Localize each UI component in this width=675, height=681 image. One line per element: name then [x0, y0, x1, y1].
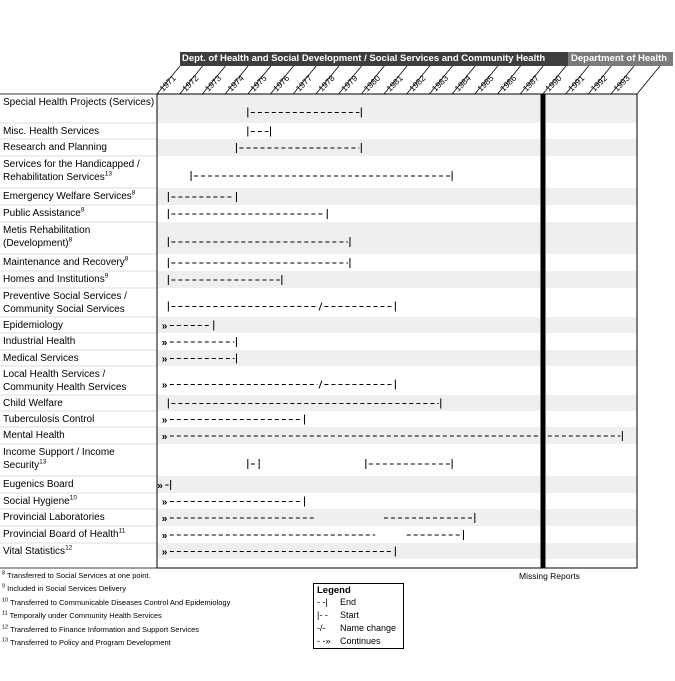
legend-text: Name change: [340, 623, 397, 633]
year-label: 1985: [475, 72, 496, 94]
year-label: 1981: [384, 72, 405, 94]
year-label: 1980: [361, 72, 383, 94]
missing-reports-label: Missing Reports: [519, 571, 580, 581]
year-label: 1992: [588, 72, 610, 94]
continues-marker: »: [161, 415, 168, 426]
row-label: Mental Health: [3, 429, 65, 441]
row-label: Medical Services: [3, 352, 79, 364]
legend-text: Start: [340, 610, 360, 620]
row-background: [158, 222, 637, 254]
continues-marker: »: [161, 513, 168, 525]
continues-marker: »: [161, 431, 168, 443]
row-label: Preventive Social Services / Community Social Services: [3, 291, 127, 315]
row-label: Tuberculosis Control: [3, 413, 95, 425]
row-label: Social Hygiene$^{10}$: [3, 494, 77, 507]
row-background: [158, 139, 637, 156]
year-label: 1983: [429, 72, 451, 94]
legend-symbol: - -»: [317, 636, 331, 646]
year-label: 1984: [452, 72, 473, 94]
footnote: $^{12}$ Transferred to Finance Information and Support Services: [2, 624, 200, 634]
continues-marker: »: [161, 380, 168, 391]
row-label: Income Support / Income Security$^{13}$: [3, 447, 115, 471]
legend-title: Legend: [317, 585, 351, 596]
row-label: Public Assistance$^8$: [3, 206, 85, 219]
row-label: Maintenance and Recovery$^8$: [3, 255, 129, 268]
row-label: Vital Statistics$^{12}$: [3, 544, 73, 557]
year-label: 1978: [316, 72, 337, 94]
continues-marker: »: [161, 547, 168, 558]
year-label: 1991: [565, 72, 587, 94]
row-label: Industrial Health: [3, 335, 76, 347]
row-label: Research and Planning: [3, 141, 107, 153]
continues-marker: »: [161, 337, 168, 349]
year-label: 1971: [157, 72, 178, 94]
row-label: Provincial Board of Health$^{11}$: [3, 527, 126, 540]
doh-header: Department of Health: [568, 52, 673, 66]
name-change-marker: [319, 303, 322, 311]
year-label: 1982: [407, 72, 428, 94]
name-change-marker: [319, 381, 322, 389]
row-label: Local Health Services / Community Health Services: [3, 369, 127, 393]
year-label: 1972: [180, 72, 201, 94]
year-label: 1990: [543, 72, 564, 94]
year-label: 1975: [248, 72, 269, 94]
dept-header: Dept. of Health and Social Development / Social Services and Community Health: [180, 52, 568, 66]
row-label: Provincial Laboratories: [3, 511, 105, 523]
row-label: Homes and Institutions$^9$: [3, 272, 109, 285]
continues-marker: »: [161, 530, 168, 542]
row-label: Child Welfare: [3, 397, 63, 409]
footnote: $^{10}$ Transferred to Communicable Diseases Control And Epidemiology: [2, 597, 231, 607]
year-label: 1986: [497, 72, 519, 94]
legend-symbol: |- -: [317, 610, 328, 620]
legend-text: End: [340, 597, 357, 607]
legend-symbol: -/-: [317, 623, 326, 633]
year-label: 1976: [270, 72, 292, 94]
continues-marker: »: [161, 354, 168, 365]
missing-reports-bar: [541, 94, 546, 568]
year-label: 1987: [520, 72, 541, 94]
continues-marker: »: [157, 480, 163, 492]
year-label: 1973: [202, 72, 224, 94]
footnote: $^8$ Transferred to Social Services at one point.: [2, 570, 151, 580]
row-label: Eugenics Board: [3, 478, 74, 490]
footnote: $^{11}$ Temporally under Community Health Services: [2, 610, 162, 620]
row-background: [158, 476, 637, 493]
continues-marker: »: [161, 497, 168, 508]
year-label: 1977: [293, 72, 314, 94]
footnote: $^{13}$ Transferred to Policy and Program Development: [2, 637, 171, 647]
year-label: 1979: [338, 72, 360, 94]
year-label: 1974: [225, 72, 246, 94]
row-label: Metis Rehabilitation (Development)$^8$: [3, 225, 91, 249]
legend-symbol: - -|: [317, 597, 328, 607]
continues-marker: »: [161, 321, 168, 332]
row-label: Special Health Projects (Services): [3, 97, 155, 108]
row-label: Epidemiology: [3, 319, 64, 331]
legend: [313, 583, 404, 649]
row-label: Emergency Welfare Services$^8$: [3, 189, 136, 202]
year-label: 1993: [611, 72, 632, 94]
year-column-line: [637, 66, 660, 94]
row-label: Misc. Health Services: [3, 125, 100, 137]
row-label: Services for the Handicapped / Rehabilitation Services$^{13}$: [3, 159, 140, 183]
row-background: [158, 317, 637, 333]
legend-text: Continues: [340, 636, 381, 646]
footnote: $^9$ Included in Social Services Delivery: [2, 583, 126, 593]
row-background: [158, 94, 637, 123]
